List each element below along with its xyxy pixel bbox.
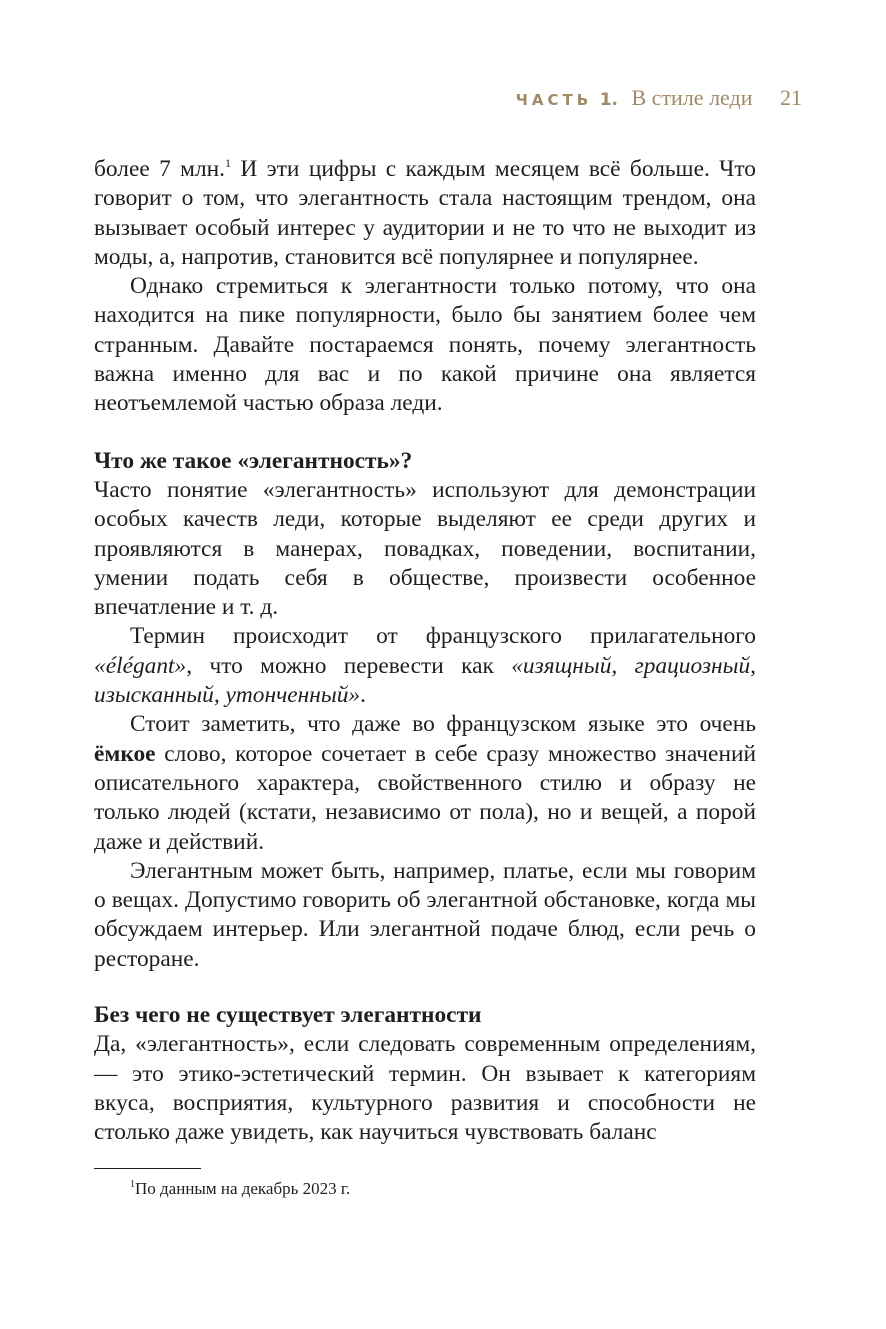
part-label: ЧАСТЬ	[515, 91, 593, 109]
paragraph-5-text-a: Стоит заметить, что даже во французском языке это очень	[130, 711, 756, 738]
paragraph-5-text-b: слово, которое сочетает в себе сразу множество значений описательного характера, свойственного стилю и образу не только людей (кстати, независимо от пола), но и вещей, а порой даже и действий.	[94, 740, 756, 855]
paragraph-4	[94, 622, 756, 710]
paragraph-1-rest: И эти цифры с каждым месяцем всё больше. Что говорит о том, что элегантность стала настоящим трендом, она вызывает особый интерес у аудитории и не то что не выходит из моды, а, напротив, становится всё популярнее и популярнее.	[94, 156, 756, 270]
footnote-divider	[94, 1168, 201, 1169]
paragraph-4-text-b: , что можно перевести как	[186, 652, 512, 679]
paragraph-6: Элегантным может быть, например, платье, если мы говорим о вещах. Допустимо говорить об элегантной обстановке, когда мы обсуждаем интерьер. Или элегантной подаче блюд, если речь о ресторане.	[94, 857, 756, 972]
chapter-title: В стиле леди	[631, 85, 753, 110]
french-term: «élégant»	[94, 652, 187, 679]
term-translation: «изящный, грациозный, изысканный, утонченный»	[94, 652, 756, 709]
part-number: 1.	[599, 90, 618, 110]
paragraph-5	[94, 710, 756, 856]
page-number: 21	[780, 85, 802, 110]
section-heading-1: Что же такое «элегантность»?	[94, 447, 413, 474]
footnote-ref: 1	[225, 156, 232, 170]
paragraph-1	[94, 155, 756, 272]
paragraph-7: Да, «элегантность», если следовать современным определениям, — это этико-эстетический термин. Он взывает к категориям вкуса, восприятия, культурного развития и способности не столько даже увидеть, как научиться чувствовать баланс	[94, 1031, 756, 1146]
paragraph-1-start: более 7 млн.	[94, 156, 226, 182]
paragraph-2: Однако стремиться к элегантности только потому, что она находится на пике популярности, было бы занятием более чем странным. Давайте постараемся понять, почему элегантность важна именно для вас и по какой причине она является неотъемлемой частью образа леди.	[94, 273, 756, 417]
running-head	[516, 84, 802, 114]
footnote-text: По данным на декабрь 2023 г.	[135, 1179, 351, 1198]
paragraph-3: Часто понятие «элегантность» используют для демонстрации особых качеств леди, которые выделяют ее среди других и проявляются в манерах, повадках, поведении, воспитании, умении подать себя в обществе, произвести особенное впечатление и т. д.	[94, 476, 756, 621]
section-heading-2: Без чего не существует элегантности	[94, 1002, 482, 1029]
footnote	[130, 1178, 350, 1200]
body-text	[94, 155, 756, 1148]
paragraph-4-text-a: Термин происходит от французского прилагательного	[130, 623, 756, 650]
paragraph-4-text-c: .	[360, 682, 366, 709]
bold-word: ёмкое	[94, 740, 156, 767]
footnote-marker: 1	[130, 1179, 135, 1190]
